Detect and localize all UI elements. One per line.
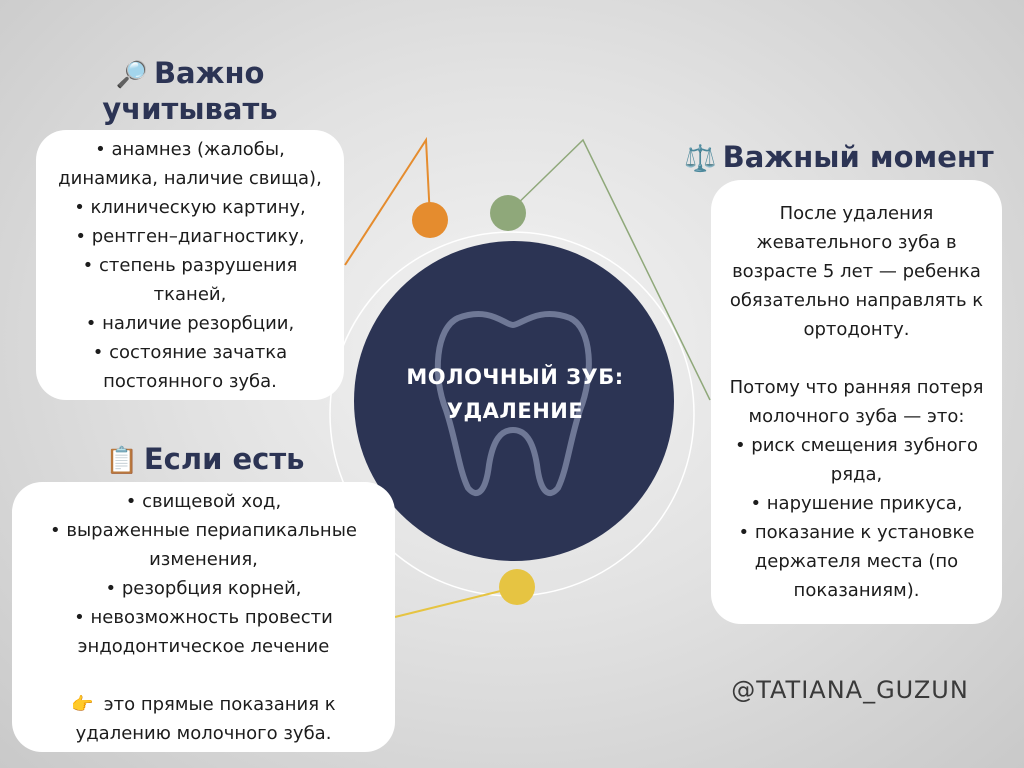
list-item: • невозможность провести	[74, 606, 333, 628]
paragraph-line: После удаления	[779, 203, 934, 224]
paragraph-line: жевательного зуба в	[756, 232, 957, 253]
paragraph-line: ряда,	[830, 464, 883, 485]
paragraph-line: держателя места (по	[754, 551, 959, 572]
paragraph-line: показаниям).	[793, 580, 920, 601]
important-consider-card	[36, 130, 344, 400]
important-consider-heading	[60, 56, 320, 126]
yellow-connector-line	[395, 587, 517, 617]
author-credit: @TATIANA_GUZUN	[731, 676, 969, 704]
list-item: • степень разрушения	[82, 254, 298, 276]
paragraph-line: • нарушение прикуса,	[750, 493, 963, 514]
paragraph-line: обязательно направлять к	[729, 290, 984, 311]
list-item: • анамнез (жалобы,	[95, 138, 285, 160]
list-item: • состояние зачатка	[92, 341, 288, 363]
list-item: • клиническую картину,	[74, 196, 306, 218]
paragraph-line: Потому что ранняя потеря	[729, 377, 984, 398]
list-item: постоянного зуба.	[103, 370, 277, 392]
paragraph-line: ортодонту.	[803, 319, 910, 340]
orange-connector-line	[345, 140, 430, 265]
important-moment-card	[711, 180, 1002, 624]
orange-node	[412, 202, 448, 238]
scales-icon: ⚖️	[684, 144, 717, 174]
paragraph-line: • показание к установке	[738, 522, 975, 543]
if-present-heading	[80, 442, 330, 478]
paragraph-line: возрасте 5 лет — ребенка	[732, 261, 981, 282]
if-present-title: Если есть	[143, 442, 305, 476]
list-item: • рентген–диагностику,	[75, 225, 305, 247]
list-item: • выраженные периапикальные	[50, 519, 357, 541]
list-item: эндодонтическое лечение	[77, 635, 330, 657]
if-present-card	[12, 482, 395, 752]
list-item: динамика, наличие свища),	[58, 167, 322, 189]
list-item: • резорбция корней,	[105, 577, 302, 599]
paragraph-line: • риск смещения зубного	[734, 435, 979, 456]
note-line1: 👉 это прямые показания к	[71, 693, 336, 715]
center-title-line1: МОЛОЧНЫЙ ЗУБ:	[406, 365, 624, 389]
important-moment-title: Важный момент	[722, 140, 994, 174]
center-title-line2: УДАЛЕНИЕ	[446, 399, 584, 423]
green-node	[490, 195, 526, 231]
clipboard-icon: 📋	[105, 446, 138, 476]
center-title	[357, 360, 673, 428]
note-line2: удалению молочного зуба.	[75, 722, 332, 744]
important-consider-title-line1: Важно	[153, 56, 265, 90]
list-item: тканей,	[153, 283, 227, 305]
important-moment-heading	[664, 140, 1014, 176]
paragraph-line: молочного зуба — это:	[748, 406, 965, 427]
list-item: изменения,	[149, 548, 258, 570]
yellow-node	[499, 569, 535, 605]
list-item: • свищевой ход,	[125, 490, 282, 512]
pointing-hand-icon: 👉	[71, 693, 94, 715]
important-consider-title-line2: учитывать	[102, 92, 278, 126]
magnifier-icon: 🔎	[115, 60, 148, 90]
list-item: • наличие резорбции,	[85, 312, 295, 334]
